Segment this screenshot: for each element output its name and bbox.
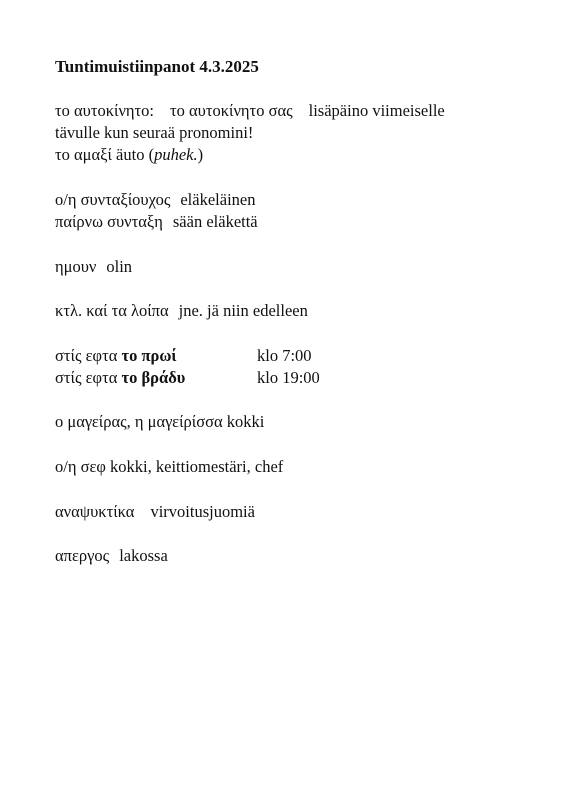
note-line (55, 545, 168, 567)
greek-term: ο/η συνταξίουχος (55, 190, 171, 209)
paragraph-auto (55, 100, 445, 166)
paragraph-cook (55, 411, 264, 433)
note-line (55, 300, 308, 322)
greek-term: το αυτοκίνητο: (55, 101, 155, 120)
note-line (55, 189, 258, 211)
paragraph-time (55, 345, 320, 389)
finnish-translation: klo 19:00 (257, 368, 320, 387)
note-line: ο/η σεφ kokki, keittiomestäri, chef (55, 457, 284, 476)
note-line (55, 211, 258, 233)
finnish-note: lisäpäino viimeiselle (308, 101, 445, 120)
paragraph-was (55, 256, 132, 278)
greek-term: ημουν (55, 257, 97, 276)
finnish-translation: olin (106, 257, 133, 276)
colloquial-tag: puhek. (154, 145, 198, 164)
finnish-translation: lakossa (119, 546, 168, 565)
page-title: Tuntimuistiinpanot 4.3.2025 (55, 57, 259, 76)
note-line (55, 144, 445, 166)
greek-term: παίρνω συνταξη (55, 212, 163, 231)
time-row (55, 345, 320, 367)
note-line (55, 100, 445, 122)
paragraph-refreshments (55, 501, 255, 523)
finnish-translation: eläkeläinen (180, 190, 256, 209)
finnish-translation: virvoitusjuomiä (150, 502, 255, 521)
finnish-translation: sään eläkettä (172, 212, 258, 231)
paragraph-etc (55, 300, 308, 322)
greek-term: στίς εφτα (55, 346, 122, 365)
greek-term: στίς εφτα (55, 368, 122, 387)
paragraph-strike (55, 545, 168, 567)
greek-term: αναψυκτίκα (55, 502, 135, 521)
paragraph-chef (55, 456, 283, 478)
time-row (55, 367, 320, 389)
greek-term-bold: το βράδυ (121, 368, 186, 387)
note-line (55, 256, 132, 278)
paragraph-pension (55, 189, 258, 233)
greek-term: το αυτοκίνητο σας (170, 101, 293, 120)
greek-term: το αμαξί äuto ( (55, 145, 155, 164)
greek-term: κτλ. καί τα λοίπα (55, 301, 169, 320)
paren-close: ) (197, 145, 204, 164)
note-line: ο μαγείρας, η μαγείρίσσα kokki (55, 412, 265, 431)
finnish-translation: klo 7:00 (257, 346, 312, 365)
note-line (55, 501, 255, 523)
note-line: tävulle kun seuraä pronomini! (55, 123, 254, 142)
greek-term: απεργος (55, 546, 110, 565)
finnish-translation: jne. jä niin edelleen (178, 301, 308, 320)
greek-term-bold: το πρωί (121, 346, 177, 365)
